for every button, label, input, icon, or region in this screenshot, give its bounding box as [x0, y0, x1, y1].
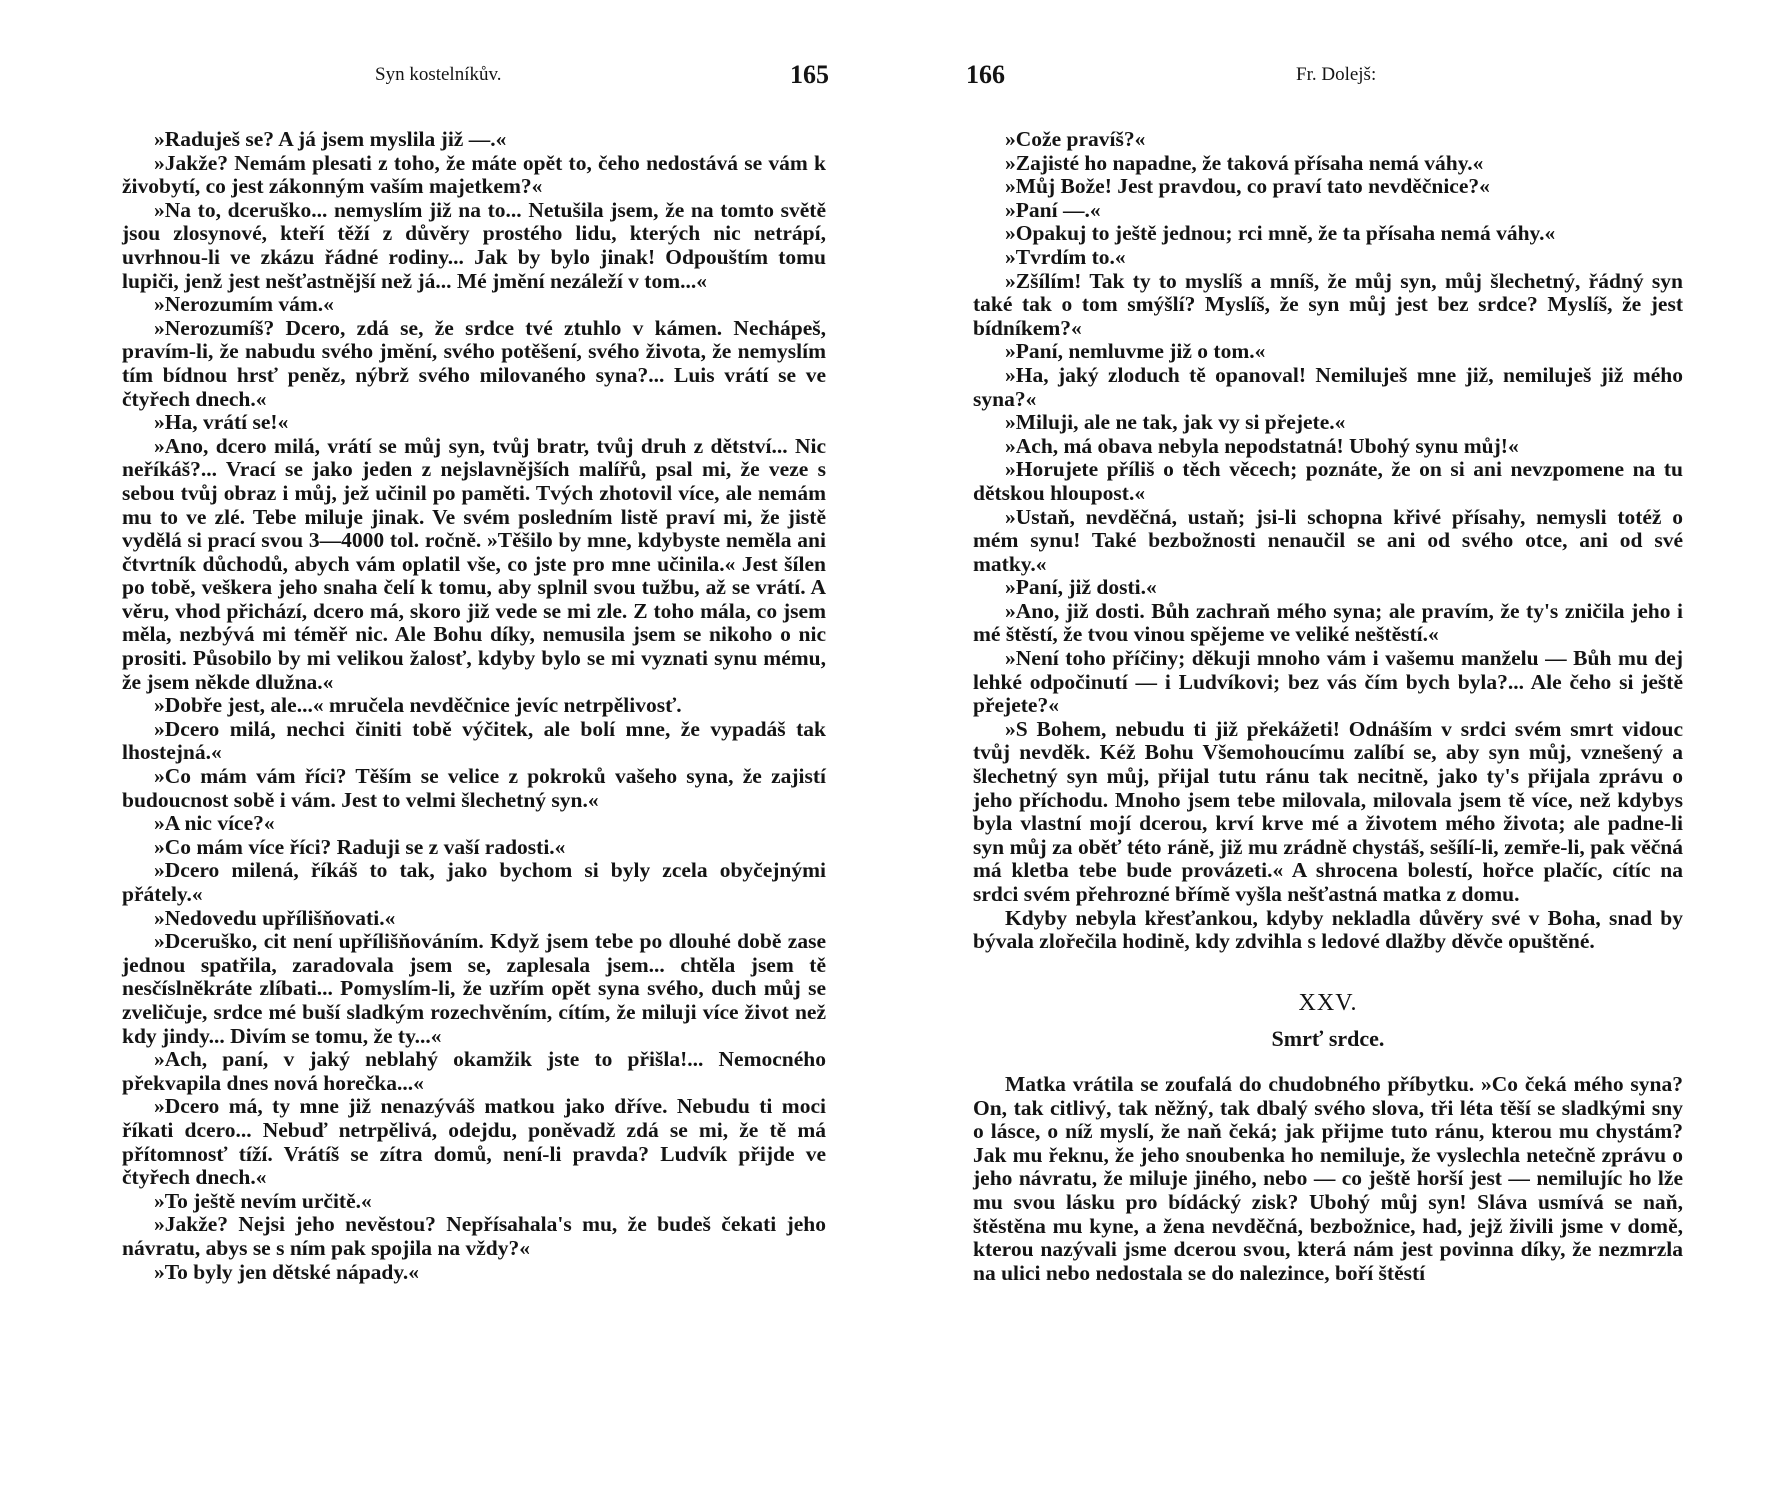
paragraph: »Tvrdím to.« [1005, 244, 1126, 269]
paragraph: »Nerozumíš? Dcero, zdá se, že srdce tvé ztuhlo v kámen. Nechápeš, pravím-li, že nabudu svého jmění, svého potěšení, svého života, že nemyslím tím bídnou hrsť peněz, nýbrž svého milovaného syna?... Luis vrátí se ve čtyřech dnech.« [122, 315, 826, 411]
paragraph: »Dcero má, ty mne již nenazýváš matkou jako dříve. Nebudu ti moci říkati dcero... Nebuď netrpělivá, odejdu, poněvadž zdá se mi, že tě má přítomnosť tíží. Vrátíš se zítra domů, není-li pravda? Ludvík přijde ve čtyřech dnech.« [122, 1094, 826, 1190]
paragraph: »Nedovedu upřílišňovati.« [154, 905, 396, 930]
right-running-head: Fr. Dolejš: [1296, 64, 1377, 85]
paragraph: »Ach, paní, v jaký neblahý okamžik jste to přišla!... Nemocného překvapila dnes nová horečka...« [122, 1047, 826, 1095]
paragraph: »Můj Bože! Jest pravdou, co praví tato nevděčnice?« [1005, 174, 1490, 199]
paragraph: »Cože pravíš?« [1005, 127, 1146, 151]
chapter-number: XXV. [1298, 989, 1358, 1016]
left-running-head: Syn kostelníkův. [375, 64, 502, 85]
paragraph: »Opakuj to ještě jednou; rci mně, že ta přísaha nemá váhy.« [1005, 221, 1556, 246]
paragraph: »Dobře jest, ale...« mručela nevděčnice jevíc netrpělivosť. [154, 693, 682, 718]
paragraph: »Dceruško, cit není upřílišňováním. Když jsem tebe po dlouhé době zase jednou spatřila, zaradovala jsem se, zaplesala jsem... chtěla jsem tě nesčíslněkráte zlíbati... Pomyslím-li, že uzřím opět syna svého, duch můj se zveličuje, srdce mé buší sladkým rozechvěním, cítím, že miluji více život než kdy jindy... Divím se tomu, že ty...« [122, 929, 826, 1048]
paragraph: »Jakže? Nejsi jeho nevěstou? Nepřísahala's mu, že budeš čekati jeho návratu, abys se s ním pak spojila na vždy?« [122, 1212, 826, 1260]
right-page-number: 166 [966, 60, 1005, 89]
paragraph: »Co mám vám říci? Těším se velice z pokroků vašeho syna, že zajistí budoucnost sobě i vám. Jest to velmi šlechetný syn.« [122, 764, 826, 812]
paragraph: »Zšílím! Tak ty to myslíš a mníš, že můj syn, můj šlechetný, řádný syn také tak o tom smýšlí? Myslíš, že syn můj jest bez srdce? Myslíš, že jest bídníkem?« [973, 268, 1683, 340]
paragraph: »S Bohem, nebudu ti již překážeti! Odnáším v srdci svém smrt vidouc tvůj nevděk. Kéž Bohu Všemohoucímu zalíbí se, aby syn můj, vznešený a šlechetný syn můj, přijal tutu ránu tak necitně, jako ty's přijala zprávu o jeho příchodu. Mnoho jsem tebe milovala, milovala jsem tě více, než kdybys byla vlastní mojí dcerou, krví krve mé a životem mého života; ale padne-li syn můj za oběť této ráně, již mu zrádně chystáš, sešílí-li, zemře-li, pak věčná má kletba tebe bude provázeti.« A shrocena bolestí, hořce plačíc, cítíc na srdci svém přehrozné břímě vyšla nešťastná matka z domu. [973, 716, 1683, 906]
paragraph: »Nerozumím vám.« [154, 292, 334, 317]
paragraph: »Ustaň, nevděčná, ustaň; jsi-li schopna křivé přísahy, nemysli totéž o mém synu! Také bezbožnosti nenaučil se ani od svého otce, ani od své matky.« [973, 504, 1683, 576]
paragraph: »Paní, nemluvme již o tom.« [1005, 339, 1266, 364]
paragraph: »Ha, vrátí se!« [154, 410, 289, 435]
paragraph: »Co mám více říci? Raduji se z vaší radosti.« [154, 834, 566, 859]
paragraph: »To byly jen dětské nápady.« [154, 1259, 420, 1284]
right-text-column [973, 128, 1683, 1285]
paragraph: »A nic více?« [154, 811, 275, 836]
paragraph: Matka vrátila se zoufalá do chudobného příbytku. »Co čeká mého syna? On, tak citlivý, tak něžný, tak dbalý svého slova, tři léta těší se sladkými sny o lásce, o níž myslí, že naň čeká; jak přijme tuto ránu, kterou mu chystám? Jak mu řeknu, že jeho snoubenka ho nemiluje, že vyslechla netečně zprávu o jeho návratu, že miluje jiného, nebo — co ještě horší jest — nemilujíc ho lže mu svou lásku pro bídácký zisk? Ubohý můj syn! Sláva usmívá se naň, štěstěna mu kyne, a žena nevděčná, bezbožnice, had, jejž živili jsme v domě, kterou nazývali jsme dcerou svou, která nám jest povinna díky, že nezmrzla na ulici nebo nedostala se do nalezince, boří štěstí [973, 1071, 1683, 1285]
right-page [888, 0, 1776, 1500]
paragraph: Kdyby nebyla křesťankou, kdyby nekladla důvěry své v Boha, snad by bývala zlořečila hodině, kdy zdvihla s ledové dlažby děvče opuštěné. [973, 905, 1683, 954]
paragraph: »Paní, již dosti.« [1005, 575, 1157, 600]
left-page-number: 165 [790, 60, 829, 89]
paragraph: »To ještě nevím určitě.« [154, 1188, 372, 1213]
paragraph: »Raduješ se? A já jsem myslila již —.« [154, 127, 507, 151]
paragraph: »Ano, již dosti. Bůh zachraň mého syna; ale pravím, že ty's zničila jeho i mé štěstí, že tvou vinou spějeme ve veliké neštěstí.« [973, 598, 1683, 647]
paragraph: »Na to, dceruško... nemyslím již na to... Netušila jsem, že na tomto světě jsou zlosynové, kteří těží z důvěry prostého lidu, kterých nic netrápí, uvrhnou-li ve zkázu řádné rodiny... Jak by bylo jinak! Odpouštím tomu lupiči, jenž jest nešťastnější než já... Mé jmění nezáleží v tom...« [122, 197, 826, 293]
paragraph: »Zajisté ho napadne, že taková přísaha nemá váhy.« [1005, 150, 1484, 175]
paragraph: »Paní —.« [1005, 197, 1101, 222]
paragraph: »Horujete příliš o těch věcech; poznáte, že on si ani nevzpomene na tu dětskou hloupost.« [973, 457, 1683, 505]
paragraph: »Dcero milená, říkáš to tak, jako bychom si byly zcela obyčejnými přátely.« [122, 858, 826, 906]
paragraph: »Není toho příčiny; děkuji mnoho vám i vašemu manželu — Bůh mu dej lehké odpočinutí — i Ludvíkovi; bez vás čím bych byla?... Ale čeho si ještě přejete?« [973, 646, 1683, 718]
paragraph: »Miluji, ale ne tak, jak vy si přejete.« [1005, 410, 1346, 435]
paragraph: »Ach, má obava nebyla nepodstatná! Ubohý synu můj!« [1005, 433, 1519, 458]
paragraph: »Ha, jaký zloduch tě opanoval! Nemiluješ mne již, nemiluješ již mého syna?« [973, 362, 1683, 411]
left-text-column [122, 128, 826, 1284]
chapter-title: Smrť srdce. [1271, 1026, 1385, 1052]
paragraph: »Ano, dcero milá, vrátí se můj syn, tvůj bratr, tvůj druh z dětství... Nic neříkáš?... Vrací se jako jeden z nejslavnějších malířů, psal mi, že veze s sebou tvůj obraz i můj, jež učinil po paměti. Tvých zhotovil více, ale nemám mu to ve zlé. Tebe miluje jinak. Ve svém posledním listě praví mi, že jistě vydělá si prací svou 3—4000 tol. ročně. »Těšilo by mne, kdybyste neměla ani čtvrtník důchodů, abych vám oplatil vše, co jste pro mne učinila.« Jest šílen po tobě, veškera jeho snaha čelí k tomu, aby splnil svou tužbu, až se vrátí. A věru, vhod přichází, dcero má, skoro již vede se mi zle. Z toho mála, co jsem měla, nezbývá mi téměř nic. Ale Bohu díky, nemusila jsem se nikoho o nic prositi. Působilo by mi velikou žalosť, kdyby bylo se mi vyznati synu mému, že jsem někde dlužna.« [122, 433, 826, 694]
paragraph: »Dcero milá, nechci činiti tobě výčitek, ale bolí mne, že vypadáš tak lhostejná.« [122, 716, 826, 765]
paragraph: »Jakže? Nemám plesati z toho, že máte opět to, čeho nedostává se vám k živobytí, co jest zákonným vaším majetkem?« [122, 150, 826, 199]
